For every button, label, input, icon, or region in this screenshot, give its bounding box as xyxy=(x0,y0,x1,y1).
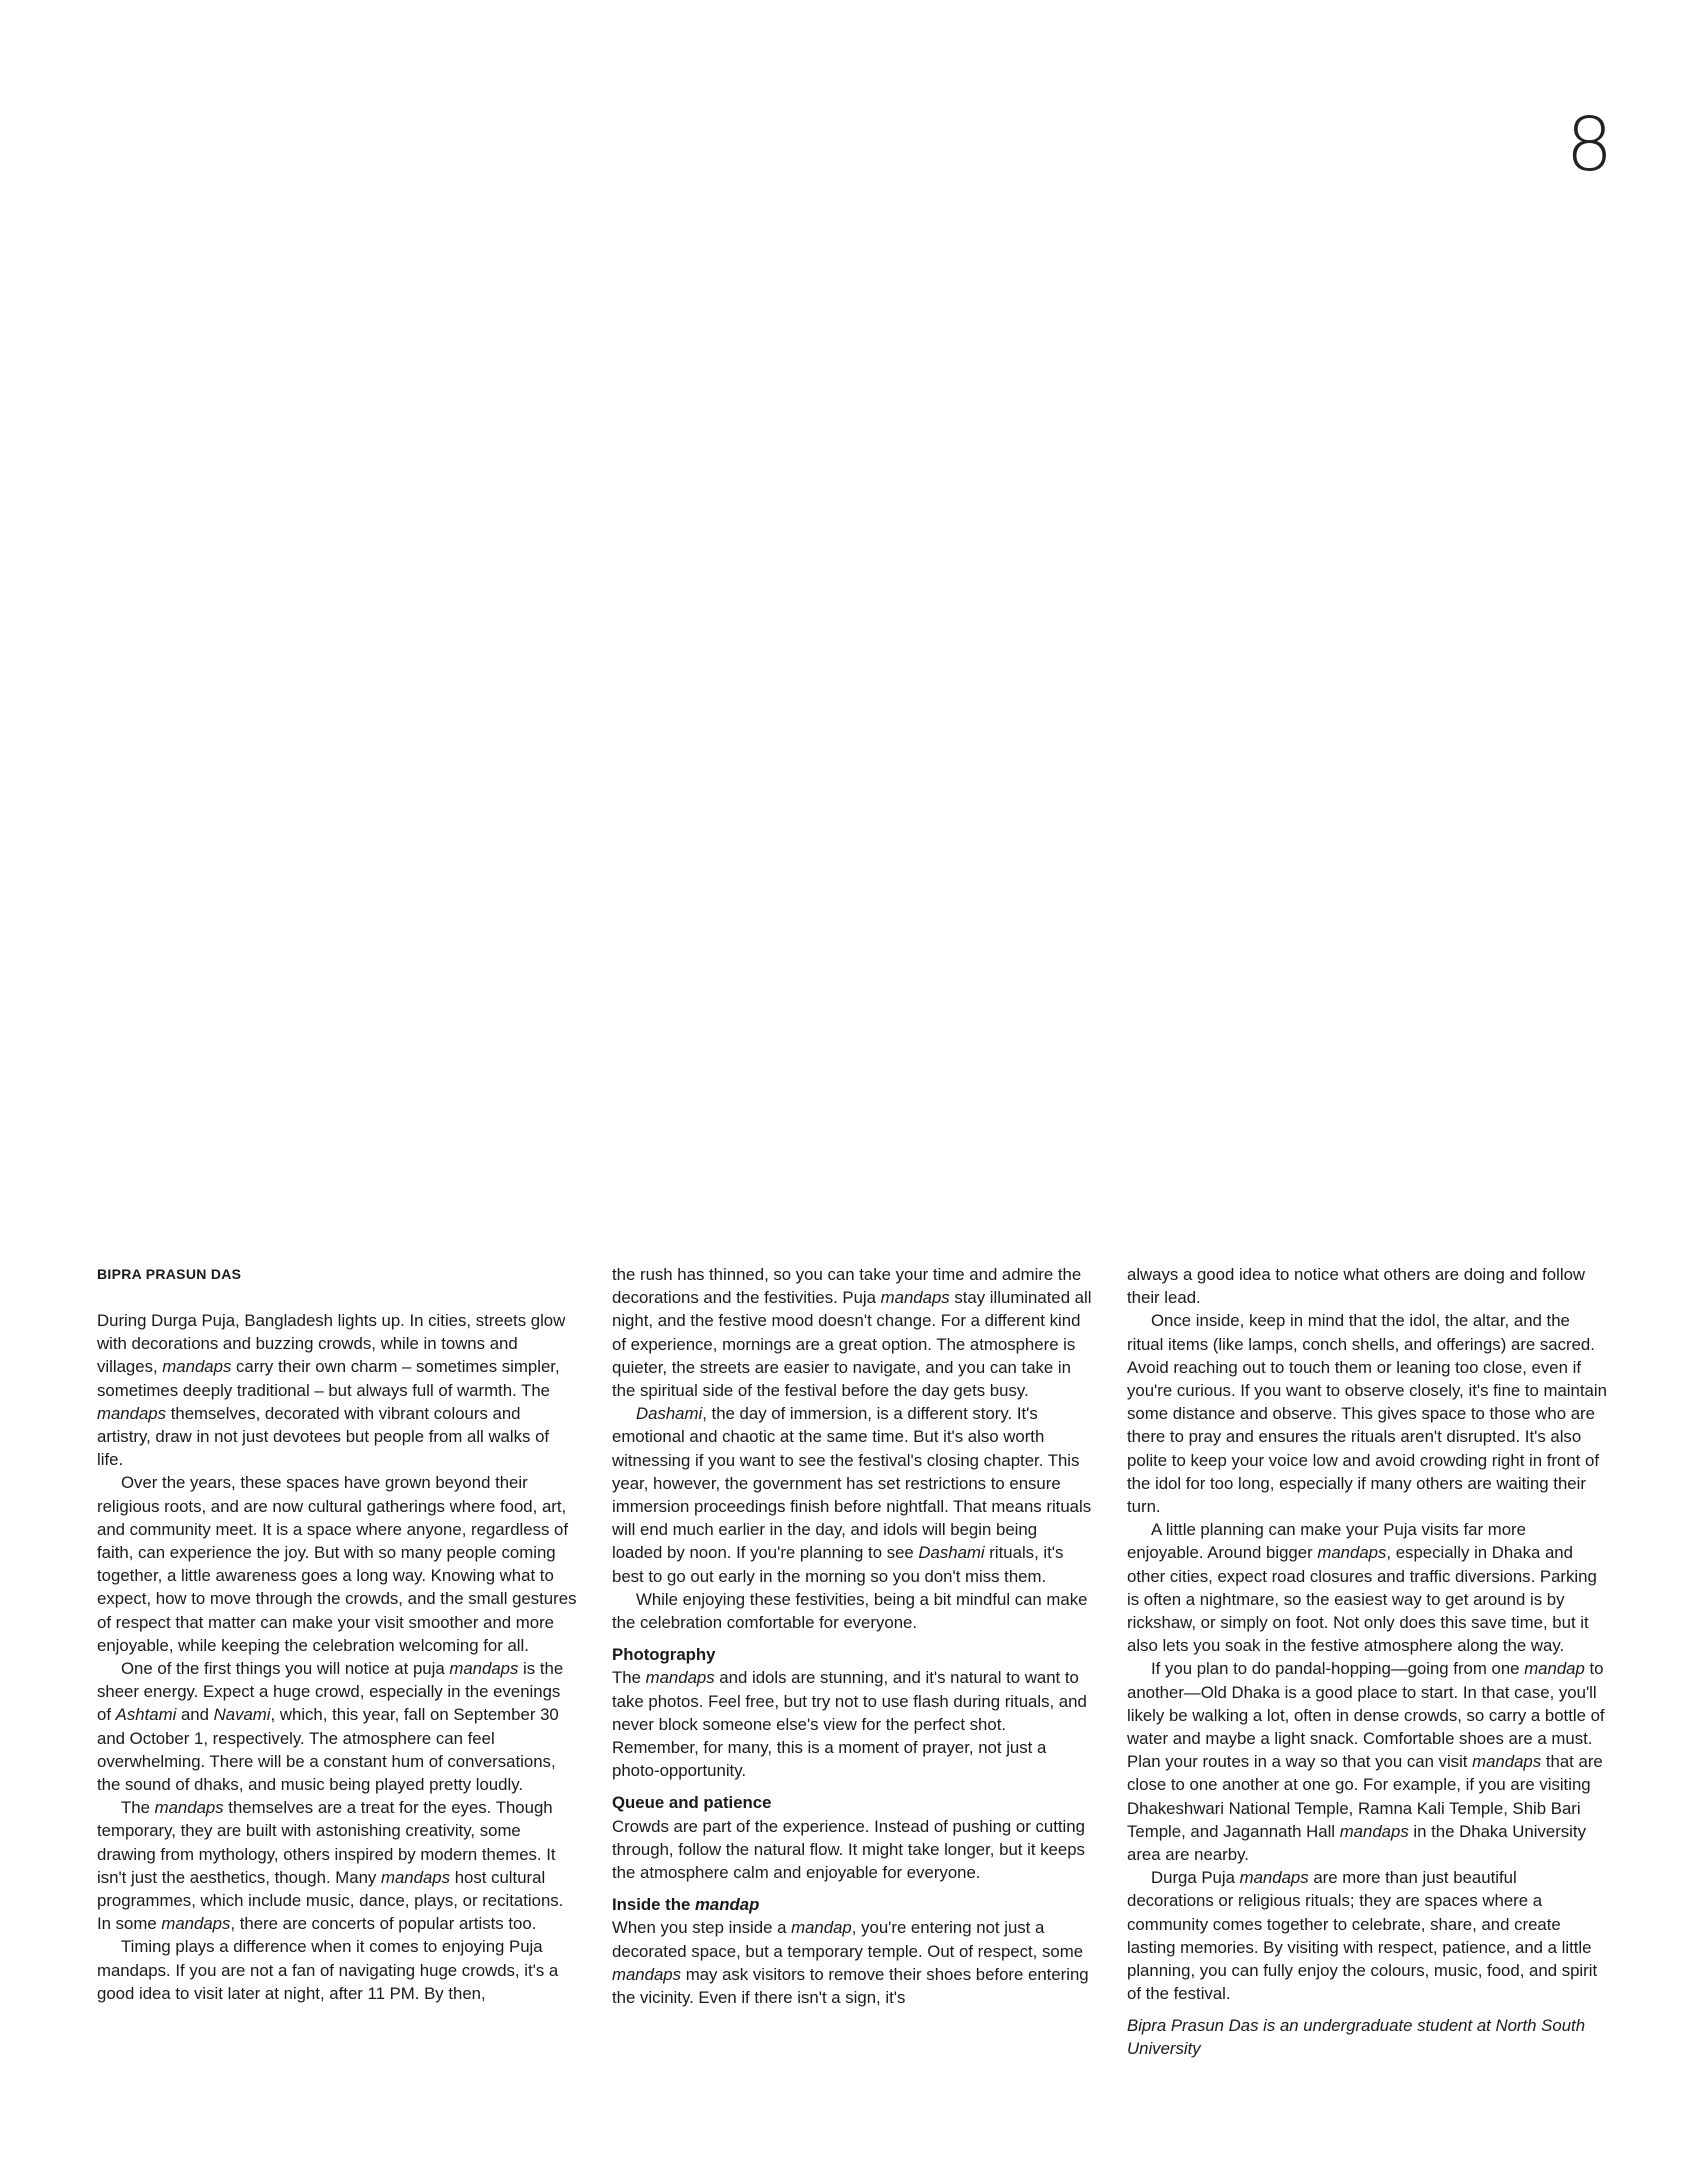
text-run: is the sheer energy. Expect a huge crowd, especially in the evenings of xyxy=(97,1659,564,1725)
text-run: stay illuminated all night, and the festive mood doesn't change. For a different kind of experience, mornings are a great option. The atmosphere is quieter, the streets are easier to navigate, and you can take in the spiritual side of the festival before the day gets busy. xyxy=(612,1288,1092,1401)
text-run: , there are concerts of popular artists too. xyxy=(230,1914,537,1934)
paragraph xyxy=(97,1796,577,1935)
italic-text: mandaps xyxy=(449,1659,519,1679)
italic-text: mandaps xyxy=(1239,1868,1309,1888)
text-run: , which, this year, fall on September 30 and October 1, respectively. The atmosphere can feel overwhelming. There will be a constant hum of conversations, the sound of dhaks, and music being played pretty loudly. xyxy=(97,1705,559,1795)
text-run: themselves, decorated with vibrant colours and artistry, draw in not just devotees but people from all walks of life. xyxy=(97,1403,550,1470)
text-run: If you plan to do pandal-hopping—going from one xyxy=(1151,1659,1525,1679)
text-run: carry their own charm – sometimes simpler, sometimes deeply traditional – but always full of warmth. The xyxy=(97,1357,560,1400)
text-run: Durga Puja xyxy=(1151,1868,1240,1888)
paragraph xyxy=(612,1815,1092,1885)
paragraph xyxy=(97,1657,577,1796)
text-run: While enjoying these festivities, being a bit mindful can make the celebration comfortable for everyone. xyxy=(612,1589,1088,1633)
author-bio: Bipra Prasun Das is an undergraduate student at North South University xyxy=(1127,2015,1586,2058)
italic-text: mandaps xyxy=(1339,1821,1409,1841)
italic-text: mandaps xyxy=(612,1964,682,1984)
text-run: that are close to one another at one go. For example, if you are visiting Dhakeshwari National Temple, Ramna Kali Temple, Shib Bari Temple, and Jagannath Hall xyxy=(1127,1752,1603,1841)
paragraph xyxy=(612,1263,1092,1402)
section-heading xyxy=(612,1643,1092,1666)
italic-text: mandaps xyxy=(645,1668,715,1688)
italic-text: mandaps xyxy=(380,1867,451,1887)
text-run: Queue and patience xyxy=(612,1793,772,1813)
italic-text: mandap xyxy=(1524,1659,1585,1679)
text-run: When you step inside a xyxy=(612,1918,792,1938)
paragraph xyxy=(1127,1866,1607,2005)
article-column-3 xyxy=(1127,1263,1607,2083)
text-run: , you're entering not just a decorated space, but a temporary temple. Out of respect, some xyxy=(612,1918,1084,1961)
italic-text: Ashtami xyxy=(115,1705,177,1725)
text-run: always a good idea to notice what others are doing and follow their lead. xyxy=(1127,1265,1586,1308)
text-run: The xyxy=(612,1668,646,1688)
text-run: During Durga Puja, Bangladesh lights up. In cities, streets glow with decorations and buzzing crowds, while in towns and villages, xyxy=(97,1311,566,1377)
text-run: , the day of immersion, is a different story. It's emotional and chaotic at the same time. But it's also worth witnessing if you want to see the festival's closing chapter. This year, however, the government has set restrictions to ensure immersion proceedings finish before nightfall. That means rituals will end much earlier in the day, and idols will begin being loaded by noon. If you're planning to see xyxy=(612,1404,1092,1563)
italic-text: mandaps xyxy=(162,1357,232,1377)
italic-text: mandap xyxy=(695,1895,760,1915)
paragraph xyxy=(612,1402,1092,1588)
text-run: Crowds are part of the experience. Instead of pushing or cutting through, follow the natural flow. It might take longer, but it keeps the atmosphere calm and enjoyable for everyone. xyxy=(612,1816,1085,1883)
text-run: A little planning can make your Puja visits far more enjoyable. Around bigger xyxy=(1127,1520,1526,1563)
article xyxy=(97,1263,1607,2083)
text-run: One of the first things you will notice at puja xyxy=(121,1659,450,1679)
italic-text: Dashami xyxy=(918,1543,985,1563)
italic-text: mandaps xyxy=(880,1288,950,1308)
text-run: and xyxy=(176,1705,214,1725)
page-number: 8 xyxy=(1565,102,1613,188)
text-run: themselves are a treat for the eyes. Though temporary, they are built with astonishing creativity, some drawing from mythology, others inspired by modern themes. It isn't just the aesthetics, though. Many xyxy=(97,1798,556,1887)
italic-text: Navami xyxy=(213,1705,271,1725)
italic-text: Dashami xyxy=(636,1404,703,1424)
text-run: Over the years, these spaces have grown beyond their religious roots, and are now cultural gatherings where food, art, and community meet. It is a space where anyone, regardless of faith, can experience the joy. But with so many people coming together, a little awareness goes a long way. Knowing what to expect, how to move through the crowds, and the small gestures of respect that matter can make your visit smoother and more enjoyable, while keeping the celebration welcoming for all. xyxy=(97,1473,577,1655)
paragraph xyxy=(612,1916,1092,2009)
text-run: are more than just beautiful decorations or religious rituals; they are spaces where a community comes together to celebrate, share, and create lasting memories. By visiting with respect, patience, and a little planning, you can fully enjoy the colours, music, food, and spirit of the festival. xyxy=(1127,1868,1598,2004)
text-run: the rush has thinned, so you can take your time and admire the decorations and the festivities. Puja xyxy=(612,1265,1082,1308)
text-run: host cultural programmes, which include music, dance, plays, or recitations. In some xyxy=(97,1867,564,1934)
paragraph xyxy=(97,1309,577,1471)
paragraph xyxy=(97,1471,577,1657)
article-column-2 xyxy=(612,1263,1092,2083)
italic-text: mandap xyxy=(791,1918,852,1938)
paragraph xyxy=(612,1588,1092,1634)
section-heading xyxy=(612,1791,1092,1814)
section-heading xyxy=(612,1893,1092,1916)
paragraph xyxy=(97,1935,577,2005)
paragraph xyxy=(1127,1657,1607,1866)
italic-text: mandaps xyxy=(161,1914,231,1934)
text-run: may ask visitors to remove their shoes before entering the vicinity. Even if there isn't a sign, it's xyxy=(612,1964,1089,2008)
text-run: , especially in Dhaka and other cities, expect road closures and traffic diversions. Parking is often a nightmare, so the easiest way to get around is by rickshaw, or simply on foot. Not only does this save time, but it also lets you soak in the festive atmosphere along the way. xyxy=(1127,1543,1597,1656)
text-run: rituals, it's best to go out early in the morning so you don't miss them. xyxy=(612,1543,1064,1586)
text-run: in the Dhaka University area are nearby. xyxy=(1127,1821,1586,1865)
italic-text: mandaps xyxy=(1472,1752,1542,1772)
text-run: Timing plays a difference when it comes to enjoying Puja mandaps. If you are not a fan of navigating huge crowds, it's a good idea to visit later at night, after 11 PM. By then, xyxy=(97,1937,559,2003)
paragraph xyxy=(1127,1309,1607,1518)
text-run: The xyxy=(121,1798,155,1818)
text-run: Once inside, keep in mind that the idol, the altar, and the ritual items (like lamps, conch shells, and offerings) are sacred. Avoid reaching out to touch them or leaning too close, even if you're curious. If you want to observe closely, it's fine to maintain some distance and observe. This gives space to those who are there to pray and ensures the rituals aren't disrupted. It's also polite to keep your voice low and avoid crowding right in front of the idol for too long, especially if many others are waiting their turn. xyxy=(1127,1311,1607,1517)
text-run: to another—Old Dhaka is a good place to start. In that case, you'll likely be walking a lot, often in dense crowds, so carry a bottle of water and maybe a light snack. Comfortable shoes are a must. Plan your routes in a way so that you can visit xyxy=(1127,1659,1605,1772)
paragraph xyxy=(1127,1263,1607,1309)
italic-text: mandaps xyxy=(1317,1543,1387,1563)
paragraph xyxy=(612,1666,1092,1782)
byline: BIPRA PRASUN DAS xyxy=(97,1266,242,1282)
text-run: and idols are stunning, and it's natural to want to take photos. Feel free, but try not to use flash during rituals, and never block someone else's view for the perfect shot. Remember, for many, this is a moment of prayer, not just a photo-opportunity. xyxy=(612,1668,1087,1781)
text-run: Photography xyxy=(612,1645,716,1665)
article-column-1 xyxy=(97,1263,577,2083)
italic-text: mandaps xyxy=(97,1403,167,1423)
paragraph xyxy=(1127,1518,1607,1657)
text-run: Inside the xyxy=(612,1895,695,1915)
italic-text: mandaps xyxy=(154,1798,224,1818)
